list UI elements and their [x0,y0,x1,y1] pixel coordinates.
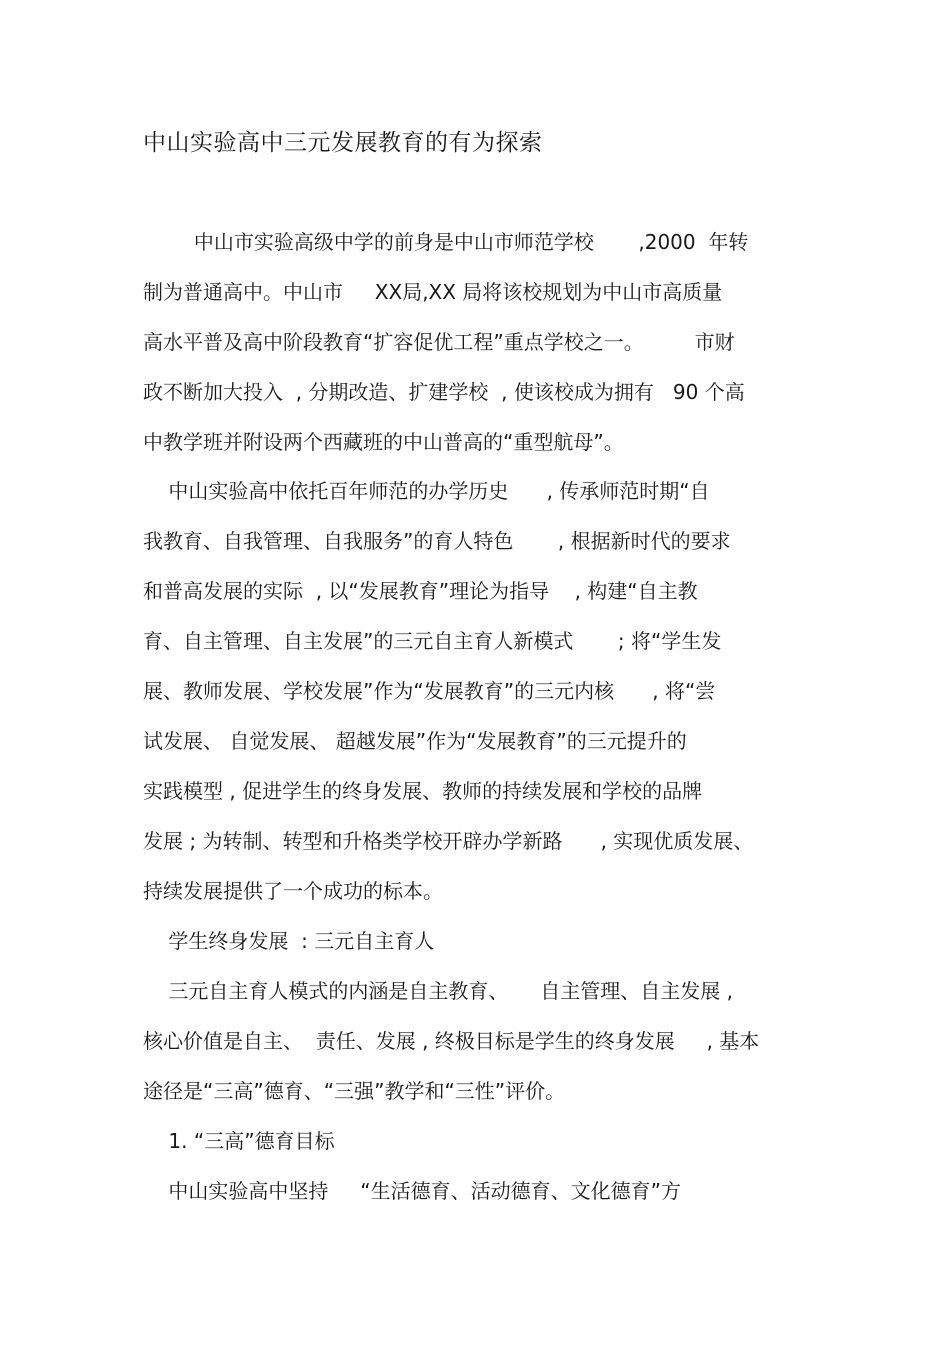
body-line: 中山市实验高级中学的前身是中山市师范学校 ,2000 年转 [143,230,749,254]
subsection-heading: 1. “三高”德育目标 [143,1129,335,1153]
section-heading: 学生终身发展 : 三元自主育人 [143,929,435,953]
document-title: 中山实验高中三元发展教育的有为探索 [143,130,543,156]
body-line: 展、教师发展、学校发展”作为“发展教育”的三元内核 , 将“尝 [143,679,716,703]
body-line: 制为普通高中。中山市 XX局,XX 局将该校规划为中山市高质量 [143,280,723,304]
body-line: 试发展、 自觉发展、 超越发展”作为“发展教育”的三元提升的 [143,729,687,753]
body-line: 育、自主管理、自主发展”的三元自主育人新模式 ; 将“学生发 [143,629,722,653]
body-line: 政不断加大投入 , 分期改造、扩建学校 , 使该校成为拥有 90 个高 [143,380,745,404]
body-line: 我教育、自我管理、自我服务”的育人特色 , 根据新时代的要求 [143,529,731,553]
body-line: 持续发展提供了一个成功的标本。 [143,879,443,903]
body-line: 高水平普及高中阶段教育“扩容促优工程”重点学校之一。 市财 [143,330,735,354]
body-line: 和普高发展的实际 , 以“发展教育”理论为指导 , 构建“自主教 [143,579,698,603]
body-line: 中山实验高中依托百年师范的办学历史 , 传承师范时期“自 [143,479,710,503]
body-line: 中教学班并附设两个西藏班的中山普高的“重型航母”。 [143,430,624,454]
body-line: 途径是“三高”德育、“三强”教学和“三性”评价。 [143,1079,566,1103]
body-line: 中山实验高中坚持 “生活德育、活动德育、文化德育”方 [143,1179,681,1203]
body-line: 三元自主育人模式的内涵是自主教育、 自主管理、自主发展 , [143,979,733,1003]
body-line: 发展 ; 为转制、转型和升格类学校开辟办学新路 , 实现优质发展、 [143,829,754,853]
body-line: 实践模型 , 促进学生的终身发展、教师的持续发展和学校的品牌 [143,779,703,803]
body-line: 核心价值是自主、 责任、发展 , 终极目标是学生的终身发展 , 基本 [143,1029,760,1053]
